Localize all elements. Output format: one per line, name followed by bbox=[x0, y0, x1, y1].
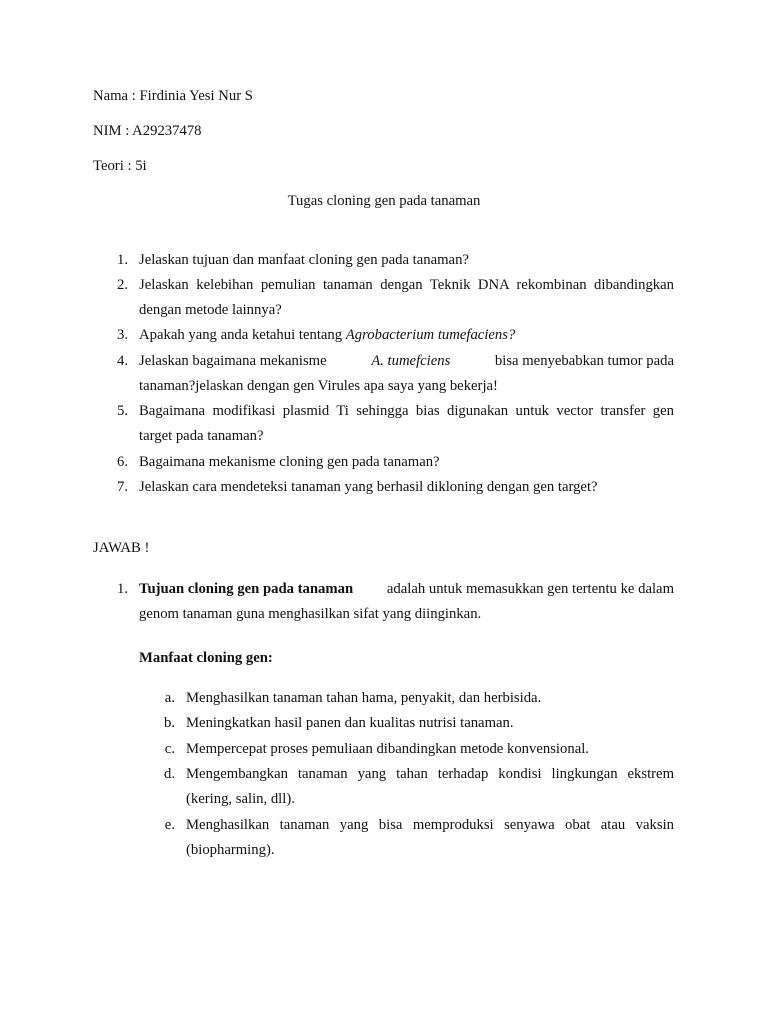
list-item: Menghasilkan tanaman yang bisa memproduksi senyawa obat atau vaksin bbox=[186, 817, 674, 833]
question-text: Bagaimana modifikasi plasmid Ti sehingga bias digunakan untuk vector transfer gen bbox=[139, 403, 674, 419]
list-item-letter: b. bbox=[163, 715, 175, 731]
question-text-plain: bisa menyebabkan tumor pada bbox=[494, 353, 674, 369]
answer-number: 1. bbox=[116, 581, 128, 597]
question-text bbox=[139, 351, 674, 371]
question-text bbox=[139, 325, 515, 345]
question-number: 1. bbox=[116, 252, 128, 268]
list-item-cont: (kering, salin, dll). bbox=[186, 791, 295, 807]
question-text: Jelaskan cara mendeteksi tanaman yang berhasil dikloning dengan gen target? bbox=[139, 479, 598, 495]
question-text-cont: target pada tanaman? bbox=[139, 428, 264, 444]
list-item-cont: (biopharming). bbox=[186, 842, 275, 858]
question-text: Jelaskan kelebihan pemulian tanaman dengan Teknik DNA rekombinan dibandingkan bbox=[139, 277, 674, 293]
list-item-letter: d. bbox=[163, 766, 175, 782]
manfaat-heading: Manfaat cloning gen: bbox=[139, 650, 273, 666]
answer-text-plain: adalah untuk memasukkan gen tertentu ke dalam bbox=[383, 581, 674, 597]
question-text-cont: tanaman?jelaskan dengan gen Virules apa saya yang bekerja! bbox=[139, 378, 498, 394]
question-text-plain: Apakah yang anda ketahui tentang bbox=[139, 327, 346, 343]
answer-heading: JAWAB ! bbox=[93, 540, 150, 556]
question-text-italic: A. tumefciens bbox=[371, 353, 451, 369]
answer-bold-lead: Tujuan cloning gen pada tanaman bbox=[139, 581, 354, 597]
teori-class: Teori : 5i bbox=[93, 158, 147, 174]
question-text: Jelaskan tujuan dan manfaat cloning gen pada tanaman? bbox=[139, 252, 469, 268]
question-text-cont: dengan metode lainnya? bbox=[139, 302, 282, 318]
question-number: 2. bbox=[116, 277, 128, 293]
student-nim: NIM : A29237478 bbox=[93, 123, 202, 139]
question-number: 5. bbox=[116, 403, 128, 419]
question-text-italic: Agrobacterium tumefaciens? bbox=[345, 327, 516, 343]
question-text: Bagaimana mekanisme cloning gen pada tanaman? bbox=[139, 454, 440, 470]
question-text-plain: Jelaskan bagaimana mekanisme bbox=[139, 353, 327, 369]
question-number: 4. bbox=[116, 353, 128, 369]
question-number: 6. bbox=[116, 454, 128, 470]
question-number: 7. bbox=[116, 479, 128, 495]
answer-text bbox=[139, 579, 674, 599]
list-item: Mengembangkan tanaman yang tahan terhadap kondisi lingkungan ekstrem bbox=[186, 766, 674, 782]
list-item: Meningkatkan hasil panen dan kualitas nutrisi tanaman. bbox=[186, 715, 514, 731]
list-item: Mempercepat proses pemuliaan dibandingkan metode konvensional. bbox=[186, 741, 589, 757]
document-title: Tugas cloning gen pada tanaman bbox=[287, 193, 481, 209]
list-item-letter: c. bbox=[164, 741, 175, 757]
list-item-letter: a. bbox=[164, 690, 175, 706]
question-number: 3. bbox=[116, 327, 128, 343]
student-name: Nama : Firdinia Yesi Nur S bbox=[93, 88, 253, 104]
answer-text-cont: genom tanaman guna menghasilkan sifat yang diinginkan. bbox=[139, 606, 482, 622]
list-item: Menghasilkan tanaman tahan hama, penyakit, dan herbisida. bbox=[186, 690, 542, 706]
list-item-letter: e. bbox=[164, 817, 175, 833]
